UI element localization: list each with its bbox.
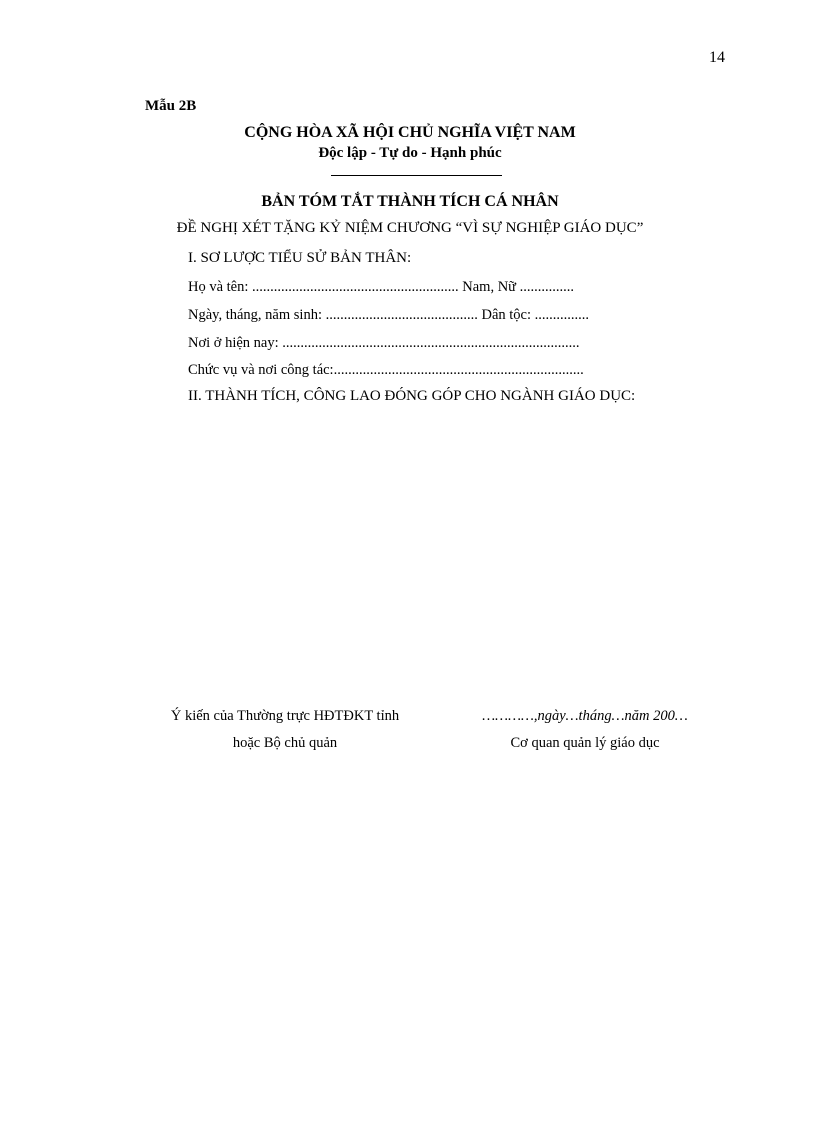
signature-left-subtitle: hoặc Bộ chủ quản [232, 735, 338, 751]
signature-left-title: Ý kiến của Thường trực HĐTĐKT tỉnh [170, 708, 400, 724]
signature-right-date: …………,ngày…tháng…năm 200… [482, 708, 688, 724]
field-birthdate-ethnicity: Ngày, tháng, năm sinh: .......................................... Dân tộc: ............... [188, 307, 589, 323]
section1-heading: I. SƠ LƯỢC TIỂU SỬ BẢN THÂN: [188, 250, 412, 266]
document-subtitle: ĐỀ NGHỊ XÉT TẶNG KỶ NIỆM CHƯƠNG “VÌ SỰ NGHIỆP GIÁO DỤC” [176, 220, 644, 236]
field-name-gender: Họ và tên: ......................................................... Nam, Nữ ............... [188, 279, 575, 295]
motto-underline [331, 175, 502, 176]
motto: Độc lập - Tự do - Hạnh phúc [318, 145, 502, 161]
signature-right-title: Cơ quan quản lý giáo dục [510, 735, 660, 751]
page-number: 14 [709, 49, 725, 66]
document-title: BẢN TÓM TẮT THÀNH TÍCH CÁ NHÂN [261, 193, 559, 210]
field-residence: Nơi ở hiện nay: .................................................................................. [188, 335, 580, 351]
form-code: Mẫu 2B [145, 98, 197, 114]
section2-heading: II. THÀNH TÍCH, CÔNG LAO ĐÓNG GÓP CHO NGÀNH GIÁO DỤC: [188, 388, 636, 404]
field-position-workplace: Chức vụ và nơi công tác:..................................................................... [188, 362, 584, 378]
nation-heading: CỘNG HÒA XÃ HỘI CHỦ NGHĨA VIỆT NAM [244, 124, 576, 141]
